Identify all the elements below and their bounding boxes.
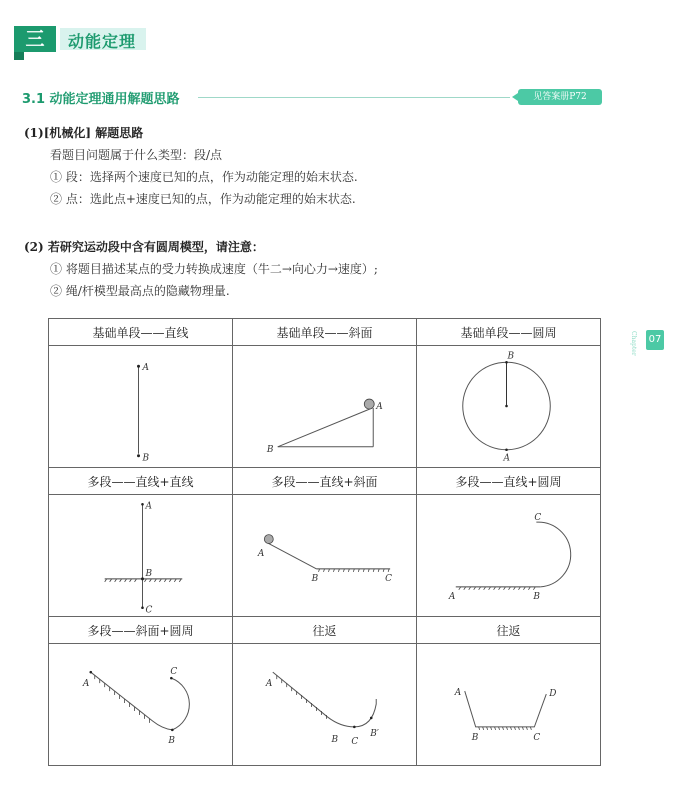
track-path: [465, 691, 547, 727]
table-header-cell: 往返: [233, 617, 417, 644]
motion-model-table: [48, 318, 601, 766]
label-a: A: [257, 548, 265, 559]
part1-line: 看题目问题属于什么类型：段/点: [50, 148, 223, 162]
diagram-straight-line: [49, 346, 233, 468]
diagram-line-circle: [417, 495, 601, 617]
table-diagram-row: [49, 346, 601, 468]
chapter-title: 动能定理: [68, 32, 137, 51]
vertical-line-diagram: [49, 346, 232, 467]
point-a: [89, 671, 92, 674]
table-header-cell: 多段——直线+直线: [49, 468, 233, 495]
label-b: B: [142, 453, 150, 464]
incline-line: [268, 543, 317, 569]
center-point: [505, 405, 508, 408]
label-a: A: [503, 453, 510, 464]
table-header-cell: 基础单段——圆周: [417, 319, 601, 346]
label-c: C: [533, 732, 541, 743]
label-b: B: [168, 735, 175, 746]
part2-line: ① 将题目描述某点的受力转换成速度（牛二→向心力→速度）;: [50, 262, 378, 276]
point-b: [141, 577, 144, 580]
label-b: B: [266, 444, 274, 455]
incline-diagram: [233, 346, 416, 467]
ground-to-arc-diagram: [417, 495, 600, 616]
label-a: A: [454, 688, 462, 699]
point-a: [505, 448, 508, 451]
incline-to-arc-diagram: [49, 644, 232, 765]
answer-reference-badge: 见答案册P72: [518, 89, 602, 105]
diagram-incline-circle: [49, 644, 233, 766]
label-b: B: [331, 734, 339, 745]
label-b: B: [533, 591, 540, 602]
label-c: C: [170, 667, 178, 678]
part1-line: ① 段：选择两个速度已知的点，作为动能定理的始末状态.: [50, 170, 358, 184]
table-header-cell: 基础单段——直线: [49, 319, 233, 346]
label-c: C: [534, 513, 542, 524]
point-c: [353, 726, 356, 729]
label-a: A: [82, 679, 90, 690]
table-header-row: [49, 617, 601, 644]
label-b: B: [145, 568, 153, 579]
label-c: C: [351, 736, 359, 747]
ball: [264, 535, 273, 544]
part1-line: ② 点：选此点+速度已知的点，作为动能定理的始末状态.: [50, 192, 356, 206]
table-diagram-row: [49, 495, 601, 617]
chapter-badge-tail: [14, 52, 24, 60]
table-header-cell: 基础单段——斜面: [233, 319, 417, 346]
label-b: B: [471, 732, 479, 743]
line-through-ground-diagram: [49, 495, 232, 616]
table-header-cell: 多段——直线+圆周: [417, 468, 601, 495]
diagram-line-line: [49, 495, 233, 617]
part1-heading: (1)[机械化] 解题思路: [24, 126, 144, 140]
side-chapter-tab: 07: [646, 330, 664, 350]
point-b: [137, 454, 140, 457]
incline-line: [278, 408, 372, 447]
section-title: 3.1 动能定理通用解题思路: [22, 92, 180, 107]
u-track-diagram: [417, 644, 600, 765]
diagram-round-trip-arc: [233, 644, 417, 766]
point-a: [141, 503, 144, 506]
track-path: [91, 672, 190, 730]
point-a: [137, 365, 140, 368]
point-c: [170, 677, 173, 680]
section-divider: [198, 97, 510, 98]
label-a: A: [265, 679, 273, 690]
table-header-row: [49, 319, 601, 346]
label-c: C: [145, 605, 153, 616]
arc-path: [536, 522, 570, 587]
part2-line: ② 绳/杆模型最高点的隐藏物理量.: [50, 284, 230, 298]
label-a: A: [145, 501, 152, 512]
circle-diagram: [417, 346, 600, 467]
incline-valley-diagram: [233, 644, 416, 765]
label-a: A: [142, 363, 149, 374]
track-path: [273, 672, 376, 727]
table-header-cell: 多段——斜面+圆周: [49, 617, 233, 644]
label-a: A: [448, 591, 456, 602]
point-b-prime: [370, 717, 373, 720]
point-c: [141, 606, 144, 609]
label-b-prime: B′: [370, 728, 379, 739]
table-header-row: [49, 468, 601, 495]
point-b: [171, 729, 174, 732]
point-b: [505, 361, 508, 364]
table-diagram-row: [49, 644, 601, 766]
diagram-circle: [417, 346, 601, 468]
part2-heading: (2) 若研究运动段中含有圆周模型，请注意：: [24, 240, 264, 254]
label-b: B: [311, 573, 319, 584]
diagram-incline: [233, 346, 417, 468]
label-b: B: [507, 351, 515, 362]
incline-to-ground-diagram: [233, 495, 416, 616]
label-d: D: [549, 689, 557, 700]
diagram-round-trip-u: [417, 644, 601, 766]
side-chapter-label: Chapter: [630, 331, 637, 356]
label-c: C: [385, 573, 393, 584]
diagram-line-incline: [233, 495, 417, 617]
ball: [364, 399, 374, 409]
chapter-number-badge: 三: [14, 26, 56, 52]
label-a: A: [376, 401, 383, 412]
table-header-cell: 多段——直线+斜面: [233, 468, 417, 495]
table-header-cell: 往返: [417, 617, 601, 644]
